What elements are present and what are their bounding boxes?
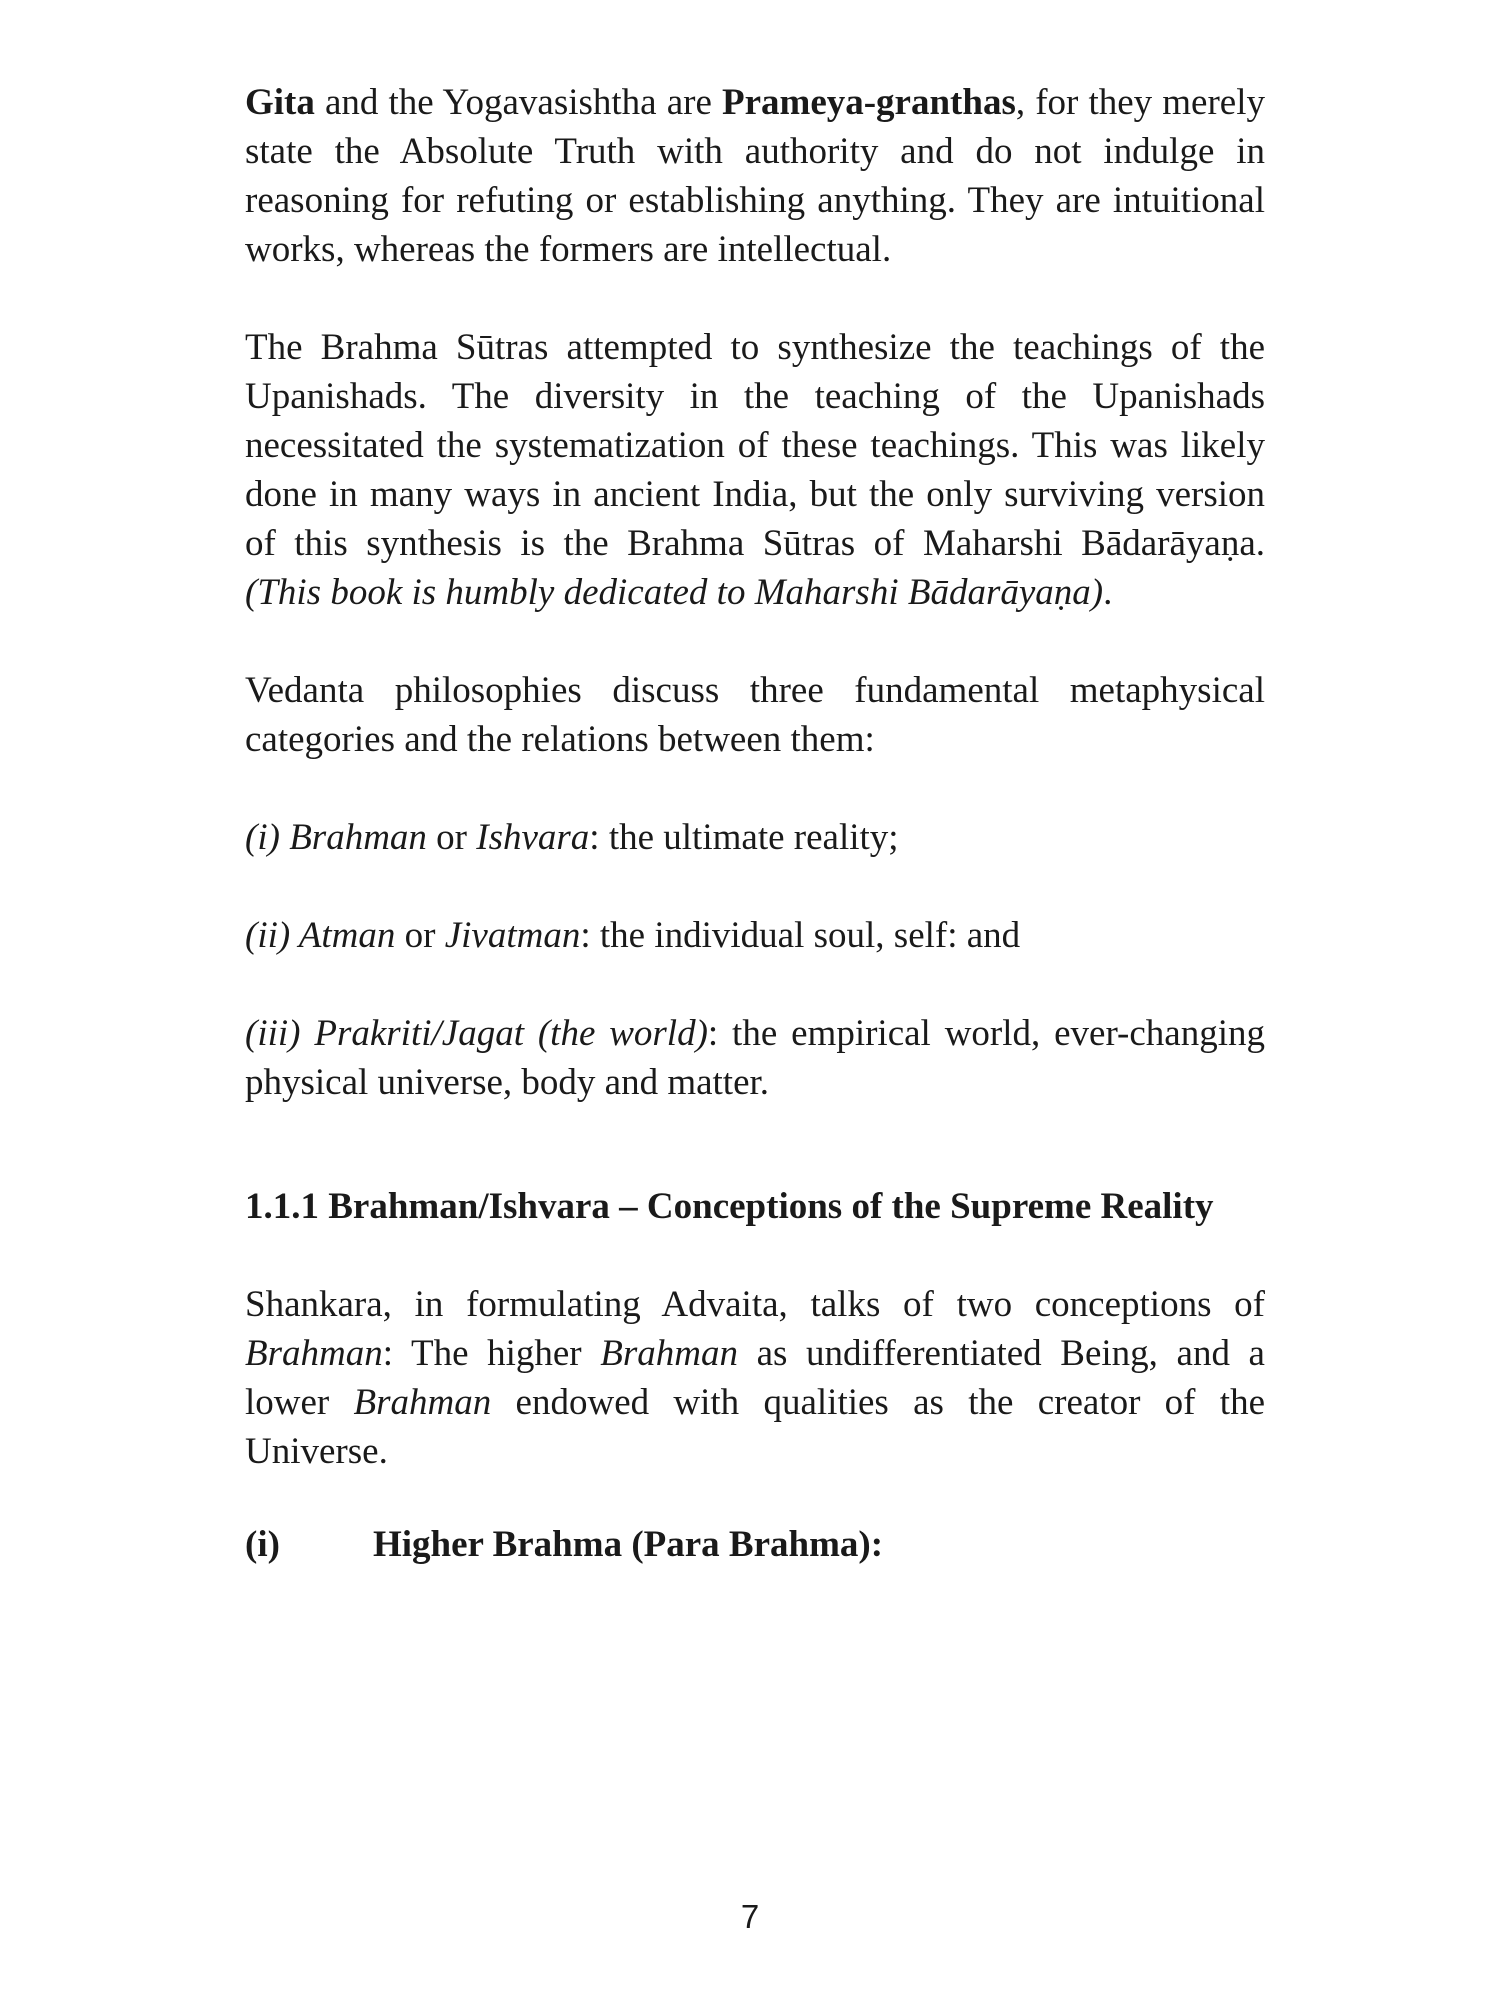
paragraph-brahma-sutras: The Brahma Sūtras attempted to synthesize the teachings of the Upanishads. The diversity in the teaching of the Upanishads necessitated the systematization of these teachings. This was likely done in many ways in ancient India, but the only surviving version of this synthesis is the Brahma Sūtras of Maharshi Bādarāyaṇa. (This book is humbly dedicated to Maharshi Bādarāyaṇa). xyxy=(245,327,1265,613)
subheading-number: (i) xyxy=(245,1524,280,1565)
dedication-note: (This book is humbly dedicated to Maharshi Bādarāyaṇa) xyxy=(245,572,1104,613)
term-prameya-granthas: Prameya-granthas xyxy=(721,82,1016,123)
paragraph-shankara-advaita: Shankara, in formulating Advaita, talks of two conceptions of Brahman: The higher Brahman as undifferentiated Being, and a lower Brahman endowed with qualities as the creator of the Universe. xyxy=(245,1284,1265,1472)
list-item: (i) Brahman or Ishvara: the ultimate reality; xyxy=(245,817,899,858)
term-gita: Gita xyxy=(245,82,315,123)
subheading-text: Higher Brahma (Para Brahma): xyxy=(373,1524,884,1565)
list-item: (ii) Atman or Jivatman: the individual soul, self: and xyxy=(245,915,1021,956)
section-heading: 1.1.1 Brahman/Ishvara – Conceptions of the Supreme Reality xyxy=(245,1186,1214,1227)
document-page xyxy=(245,78,1265,1569)
paragraph-prameya-granthas: Gita and the Yogavasishtha are Prameya-granthas, for they merely state the Absolute Truth with authority and do not indulge in reasoning for refuting or establishing anything. They are intuitional works, whereas the formers are intellectual. xyxy=(245,82,1265,270)
paragraph-vedanta-categories: Vedanta philosophies discuss three fundamental metaphysical categories and the relations between them: xyxy=(245,670,1265,760)
page-number: 7 xyxy=(740,1898,760,1935)
list-item: (iii) Prakriti/Jagat (the world): the empirical world, ever-changing physical universe, body and matter. xyxy=(245,1013,1265,1103)
subheading-higher-brahma xyxy=(245,1520,1265,1569)
